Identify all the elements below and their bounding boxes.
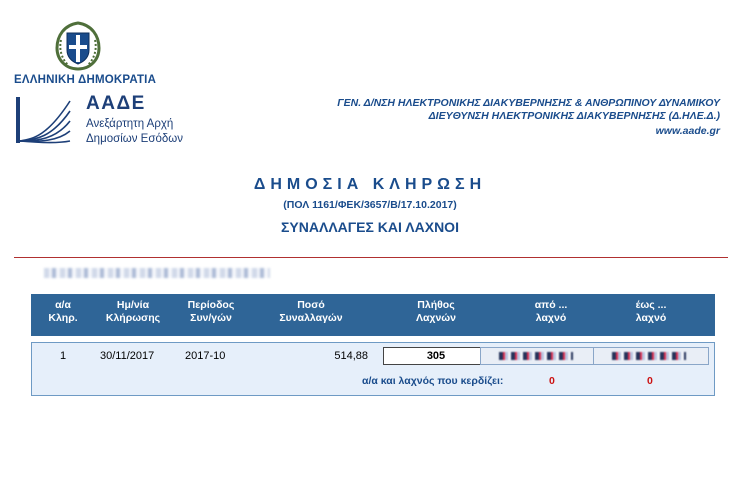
row-draw-date: 30/11/2017 bbox=[100, 350, 155, 362]
row-lots-count: 305 bbox=[383, 347, 489, 365]
column-header-lots: Πλήθος Λαχνών bbox=[415, 299, 457, 324]
redacted-taxpayer-info bbox=[44, 268, 270, 278]
column-header-period: Περίοδος Συν/γών bbox=[187, 299, 235, 324]
divider bbox=[14, 257, 728, 258]
row-to-lot-masked bbox=[593, 347, 709, 365]
republic-label: ΕΛΛΗΝΙΚΗ ΔΗΜΟΚΡΑΤΙΑ bbox=[14, 74, 157, 86]
section-title: ΣΥΝΑΛΛΑΓΕΣ ΚΑΙ ΛΑΧΝΟΙ bbox=[281, 219, 459, 235]
greek-emblem-icon bbox=[52, 20, 104, 72]
aade-name: ΑΑΔΕ bbox=[86, 93, 146, 114]
aade-logo-icon bbox=[14, 93, 72, 145]
aade-subtitle-line2: Δημοσίων Εσόδων bbox=[86, 133, 183, 145]
row-from-lot-masked bbox=[480, 347, 596, 365]
website-link[interactable]: www.aade.gr bbox=[655, 125, 720, 137]
winning-from-value: 0 bbox=[549, 375, 555, 387]
directorate-label: ΔΙΕΥΘΥΝΣΗ ΗΛΕΚΤΡΟΝΙΚΗΣ ΔΙΑΚΥΒΕΡΝΗΣΗΣ (Δ.ΗΛΕ.Δ.) bbox=[428, 110, 720, 122]
row-number: 1 bbox=[60, 350, 67, 362]
column-header-number: α/α Κληρ. bbox=[48, 299, 78, 324]
page-subtitle: (ΠΟΛ 1161/ΦΕΚ/3657/Β/17.10.2017) bbox=[283, 199, 457, 211]
column-header-amount: Ποσό Συναλλαγών bbox=[279, 299, 343, 324]
column-header-from-lot: από ... λαχνό bbox=[534, 299, 568, 324]
winning-to-value: 0 bbox=[647, 375, 653, 387]
winning-label: α/α και λαχνός που κερδίζει: bbox=[362, 375, 504, 387]
directorate-general-label: ΓΕΝ. Δ/ΝΣΗ ΗΛΕΚΤΡΟΝΙΚΗΣ ΔΙΑΚΥΒΕΡΝΗΣΗΣ & ΑΝΘΡΩΠΙΝΟΥ ΔΥΝΑΜΙΚΟΥ bbox=[337, 97, 720, 109]
column-header-to-lot: έως ... λαχνό bbox=[635, 299, 667, 324]
table-row bbox=[31, 342, 715, 396]
page-title: ΔΗΜΟΣΙΑ ΚΛΗΡΩΣΗ bbox=[253, 176, 487, 193]
column-header-date: Ημ/νία Κλήρωσης bbox=[105, 299, 161, 324]
row-amount: 514,88 bbox=[334, 350, 368, 362]
table-header bbox=[31, 294, 715, 336]
aade-subtitle-line1: Ανεξάρτητη Αρχή bbox=[86, 118, 174, 130]
row-period: 2017-10 bbox=[185, 350, 226, 362]
